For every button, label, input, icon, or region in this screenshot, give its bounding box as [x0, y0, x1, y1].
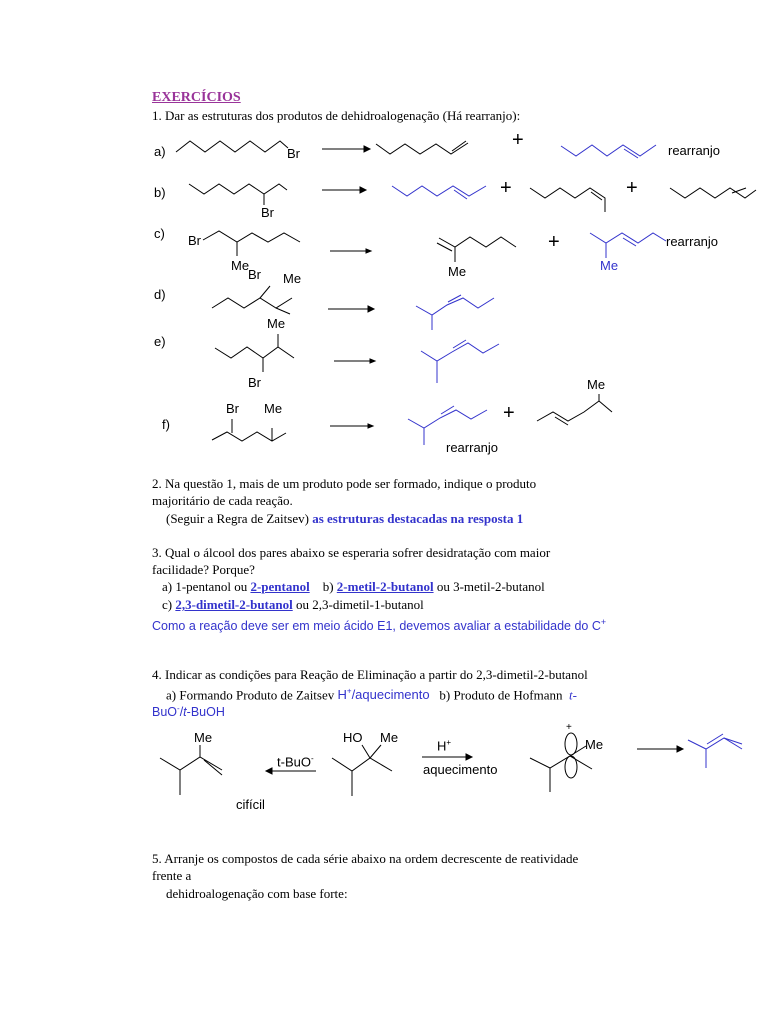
question-2-line-3: (Seguir a Regra de Zaitsev) as estruturas destacadas na resposta 1 — [166, 511, 524, 526]
arrow-e — [334, 359, 375, 363]
plus-f: + — [503, 402, 515, 424]
br-b: Br — [261, 205, 274, 220]
structure-f-reactant — [212, 432, 286, 441]
br-f: Br — [226, 401, 239, 416]
label-dificil: cifícil — [236, 797, 265, 812]
structure-c-product-1 — [439, 237, 516, 247]
question-4-line-2: a) Formando Produto de Zaitsev H+/aquecimento b) Produto de Hofmann t- — [166, 687, 577, 703]
reagent-h-plus: H+ — [437, 738, 452, 754]
label-d: d) — [154, 287, 166, 302]
plus-b-2: + — [626, 177, 638, 199]
cation-charge: + — [566, 722, 572, 733]
me-d: Me — [283, 271, 302, 286]
me-f: Me — [264, 401, 283, 416]
plus-a: + — [512, 129, 524, 151]
me-c-product: Me — [448, 264, 467, 279]
answer-a: 2-pentanol — [250, 579, 310, 594]
rearranjo-a: rearranjo — [668, 143, 721, 158]
br-d: Br — [248, 267, 261, 282]
structure-q4-zaitsev-product — [688, 738, 742, 749]
structure-f-product-1 — [408, 410, 487, 428]
p-orbital-bottom — [565, 756, 577, 778]
p-orbital-top — [565, 733, 577, 755]
structure-q4-hofmann-product — [160, 757, 222, 770]
me-c: Me — [231, 258, 250, 273]
arrow-c — [330, 249, 371, 253]
label-b: b) — [154, 185, 166, 200]
arrow-a — [322, 146, 370, 152]
question-3-explanation: Como a reação deve ser em meio ácido E1, devemos avaliar a estabilidade do C+ — [152, 617, 607, 634]
label-f: f) — [162, 417, 170, 432]
plus-b-1: + — [500, 177, 512, 199]
condition-aquecimento: aquecimento — [423, 762, 498, 777]
structure-b-product-2 — [530, 188, 605, 212]
question-4-line-1: 4. Indicar as condições para Reação de Eliminação a partir do 2,3-dimetil-2-butanol — [152, 667, 588, 682]
question-3-line-1: 3. Qual o álcool dos pares abaixo se esperaria sofrer desidratação com maior — [152, 545, 551, 560]
structure-d-product — [416, 298, 494, 315]
hofmann-condition: BuO-/t-BuOH — [152, 704, 225, 720]
br-a: Br — [287, 146, 300, 161]
plus-c: + — [548, 231, 560, 253]
structure-b-reactant — [189, 184, 287, 194]
structure-a-product-1 — [376, 143, 468, 154]
question-5-line-3: dehidroalogenação com base forte: — [166, 886, 348, 901]
label-c: c) — [154, 226, 165, 241]
structure-q4-alcohol — [332, 758, 392, 771]
answer-c: 2,3-dimetil-2-butanol — [175, 597, 293, 612]
me-c-product-2: Me — [600, 258, 619, 273]
question-2-line-1: 2. Na questão 1, mais de um produto pode ser formado, indique o produto — [152, 476, 537, 491]
structure-c-reactant — [203, 231, 300, 242]
structure-e-reactant — [215, 347, 294, 358]
label-e: e) — [154, 334, 166, 349]
question-5-line-1: 5. Arranje os compostos de cada série abaixo na ordem decrescente de reatividade — [152, 851, 579, 866]
br-c: Br — [188, 233, 201, 248]
rearranjo-f: rearranjo — [446, 440, 499, 455]
me-e: Me — [267, 316, 286, 331]
structure-e-product — [421, 343, 499, 361]
arrow-d — [328, 306, 374, 312]
question-2-answer: as estruturas destacadas na resposta 1 — [312, 511, 524, 526]
structure-a-product-2 — [561, 145, 656, 156]
structure-a-reactant — [176, 141, 288, 152]
label-a: a) — [154, 144, 166, 159]
rearranjo-c: rearranjo — [666, 234, 719, 249]
arrow-f — [330, 424, 373, 428]
ho-q4: HO — [343, 730, 363, 745]
me-q4-cation: Me — [585, 737, 604, 752]
question-3-options-ab: a) 1-pentanol ou 2-pentanol b) 2-metil-2-butanol ou 3-metil-2-butanol — [162, 579, 545, 594]
question-2-line-2: majoritário de cada reação. — [152, 493, 293, 508]
question-1: 1. Dar as estruturas dos produtos de dehidroalogenação (Há rearranjo): — [152, 108, 521, 123]
me-f-product: Me — [587, 377, 606, 392]
zaitsev-condition: H+/aquecimento — [337, 687, 430, 703]
me-q4-product: Me — [194, 730, 213, 745]
answer-b: 2-metil-2-butanol — [336, 579, 434, 594]
arrow-q4-right — [422, 754, 472, 760]
arrow-b — [322, 187, 366, 193]
br-e: Br — [248, 375, 261, 390]
question-3-line-2: facilidade? Porque? — [152, 562, 255, 577]
structure-d-reactant — [212, 298, 292, 308]
question-3-option-c: c) 2,3-dimetil-2-butanol ou 2,3-dimetil-1-butanol — [162, 597, 424, 612]
page-title: EXERCÍCIOS — [152, 90, 241, 105]
structure-q4-carbocation — [530, 756, 592, 769]
reagent-tbuo: t-BuO- — [277, 754, 314, 770]
arrow-q4-final — [637, 746, 683, 752]
structure-f-product-2 — [537, 401, 612, 421]
structure-b-product-1 — [392, 186, 486, 196]
question-5-line-2: frente a — [152, 868, 192, 883]
me-q4-alcohol: Me — [380, 730, 399, 745]
